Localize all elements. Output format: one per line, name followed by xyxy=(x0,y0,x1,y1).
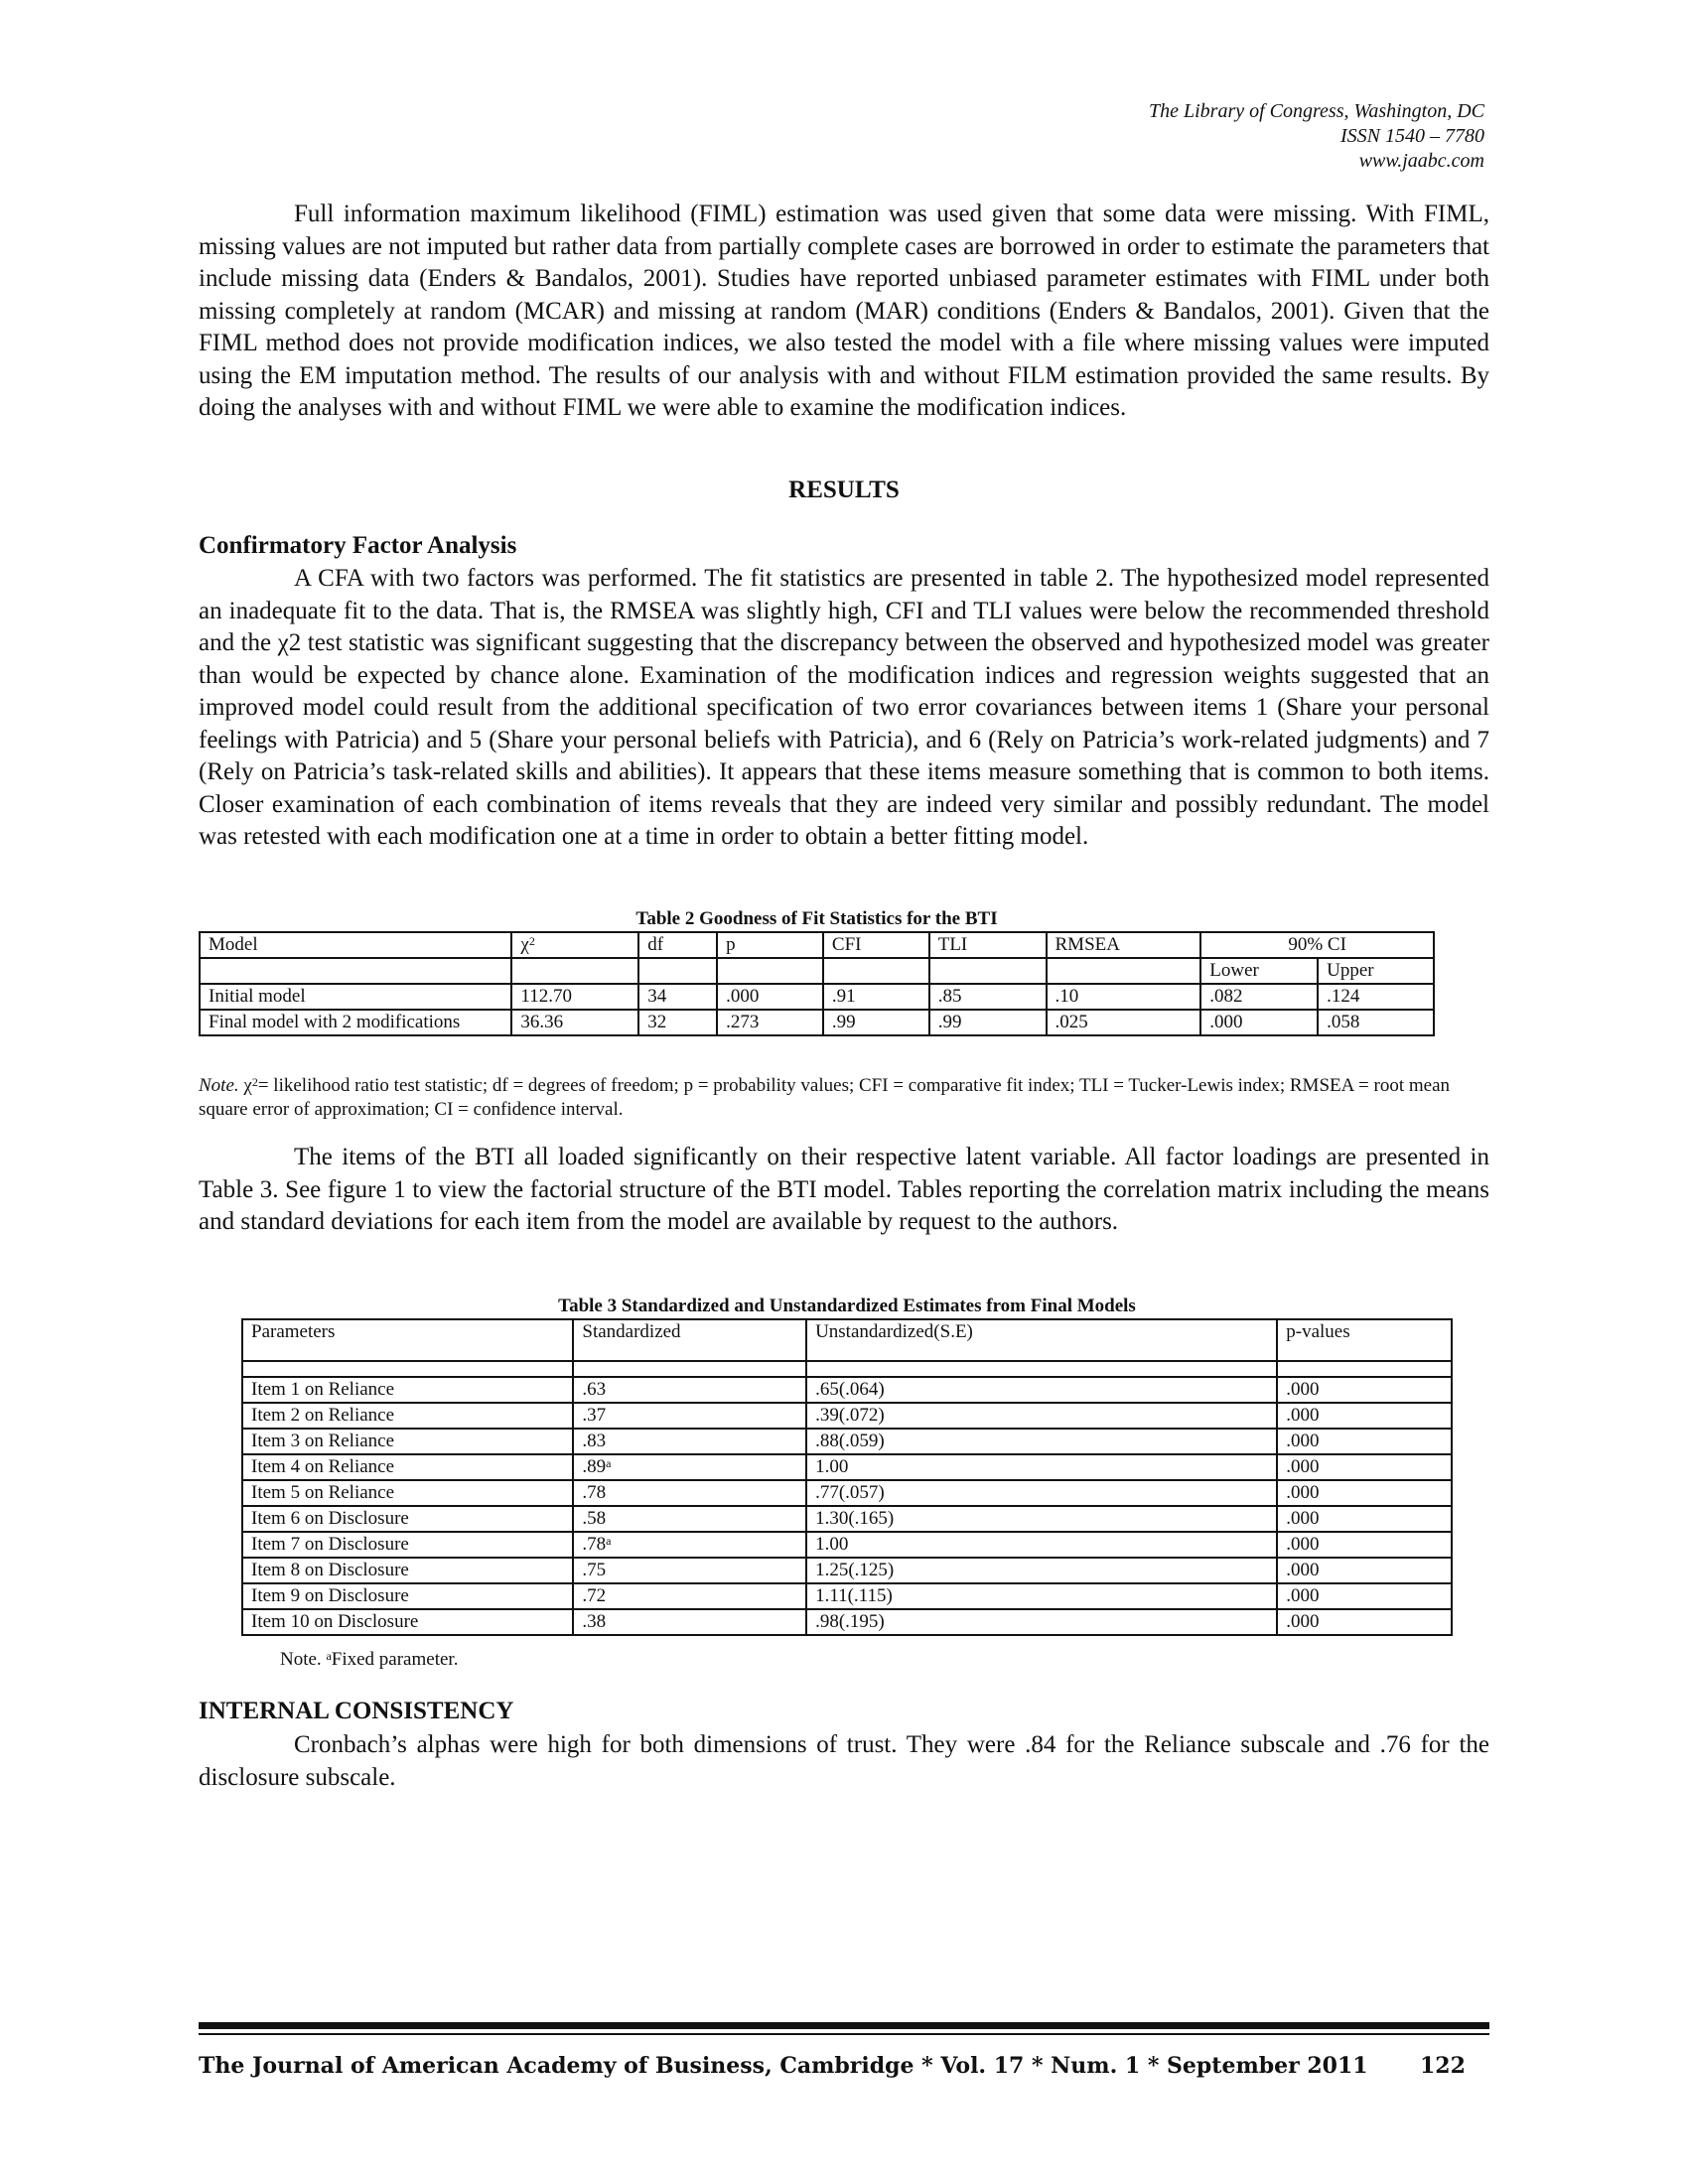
cell-param: Item 3 on Reliance xyxy=(242,1429,573,1454)
ic-paragraph xyxy=(199,1729,1489,1794)
std-value: .75 xyxy=(582,1560,607,1580)
table2-header-lower: Lower xyxy=(1200,958,1318,984)
note-chi: χ xyxy=(238,1075,252,1096)
cell-param: Item 9 on Disclosure xyxy=(242,1583,573,1609)
cell-p: .273 xyxy=(717,1010,823,1035)
ic-heading: INTERNAL CONSISTENCY xyxy=(199,1698,514,1724)
cell-unstd: 1.11(.115) xyxy=(806,1583,1277,1609)
chi-symbol: χ xyxy=(520,934,529,955)
cell-model: Final model with 2 modifications xyxy=(200,1010,511,1035)
table3-header-standardized: Standardized xyxy=(573,1319,806,1361)
table2-note xyxy=(199,1074,1489,1122)
cell-df: 34 xyxy=(638,984,717,1010)
cell-df: 32 xyxy=(638,1010,717,1035)
cell-upper: .058 xyxy=(1318,1010,1434,1035)
cell-unstd: .65(.064) xyxy=(806,1377,1277,1403)
table2-header-df: df xyxy=(638,932,717,958)
std-value: .72 xyxy=(582,1585,607,1606)
cell-std xyxy=(573,1403,806,1429)
note-sup: 2 xyxy=(251,1075,258,1089)
cell-param: Item 1 on Reliance xyxy=(242,1377,573,1403)
table3-note-sup: a xyxy=(326,1649,332,1663)
table3-note xyxy=(280,1648,458,1672)
cell-p: .000 xyxy=(1277,1583,1452,1609)
chi-superscript: 2 xyxy=(528,934,535,948)
std-sup: a xyxy=(606,1534,612,1548)
std-value: .63 xyxy=(582,1379,607,1400)
cell-std xyxy=(573,1429,806,1454)
table-row xyxy=(242,1403,1452,1429)
cell-p: .000 xyxy=(1277,1558,1452,1583)
cell-param: Item 4 on Reliance xyxy=(242,1454,573,1480)
table3-header-parameters: Parameters xyxy=(242,1319,573,1361)
table3-caption: Table 3 Standardized and Unstandardized Estimates from Final Models xyxy=(558,1296,1136,1316)
cell-std xyxy=(573,1506,806,1532)
footer-rule xyxy=(199,2022,1489,2029)
table-row xyxy=(242,1558,1452,1583)
table2-subheader-row xyxy=(200,958,1434,984)
running-header xyxy=(889,99,1484,174)
cell-unstd: 1.25(.125) xyxy=(806,1558,1277,1583)
table-row xyxy=(200,1010,1434,1035)
cell-unstd: .98(.195) xyxy=(806,1609,1277,1635)
cell-std xyxy=(573,1558,806,1583)
std-value: .78 xyxy=(582,1482,607,1503)
table3-header-row xyxy=(242,1319,1452,1361)
cell-p: .000 xyxy=(1277,1454,1452,1480)
note-label: Note. xyxy=(199,1075,239,1096)
table2-header-rmsea: RMSEA xyxy=(1047,932,1201,958)
cell-std xyxy=(573,1480,806,1506)
cfa-text: A CFA with two factors was performed. The fit statistics are presented in table 2. The hypothesized model represented an inadequate fit to the data. That is, the RMSEA was slightly high, CFI and TLI values were below the recommended threshold and the χ2 test statistic was significant suggesting that the discrepancy between the observed and hypothesized model was greater than would be expected by chance alone. Examination of the modification indices and regression weights suggested that an improved model could result from the additional specification of two error covariances between items 1 (Share your personal feelings with Patricia) and 5 (Share your personal beliefs with Patricia), and 6 (Rely on Patricia’s work-related judgments) and 7 (Rely on Patricia’s task-related skills and abilities). It appears that these items measure something that is common to both items. Closer examination of each combination of items reveals that they are indeed very similar and possibly redundant. The model was retested with each modification one at a time in order to obtain a better fitting model. xyxy=(199,565,1489,850)
cell-std xyxy=(573,1532,806,1558)
table2-caption: Table 2 Goodness of Fit Statistics for the BTI xyxy=(635,908,998,929)
table-row xyxy=(242,1454,1452,1480)
cell-unstd: 1.00 xyxy=(806,1454,1277,1480)
table2-header-cfi: CFI xyxy=(823,932,929,958)
table-row xyxy=(242,1583,1452,1609)
table3-header-unstandardized: Unstandardized(S.E) xyxy=(806,1319,1277,1361)
table3-spacer-row xyxy=(242,1361,1452,1377)
table-row xyxy=(242,1480,1452,1506)
cell-cfi: .91 xyxy=(823,984,929,1010)
table2-header-tli: TLI xyxy=(929,932,1047,958)
cell-param: Item 6 on Disclosure xyxy=(242,1506,573,1532)
cell-cfi: .99 xyxy=(823,1010,929,1035)
fiml-text: Full information maximum likelihood (FIML) estimation was used given that some data were missing. With FIML, missing values are not imputed but rather data from partially complete cases are borrowed in order to estimate the parameters that include missing data (Enders & Bandalos, 2001). Studies have reported unbiased parameter estimates with FIML under both missing completely at random (MCAR) and missing at random (MAR) conditions (Enders & Bandalos, 2001). Given that the FIML method does not provide modification indices, we also tested the model with a file where missing values were imputed using the EM imputation method. The results of our analysis with and without FILM estimation provided the same results. By doing the analyses with and without FIML we were able to examine the modification indices. xyxy=(199,201,1489,421)
cell-unstd: .88(.059) xyxy=(806,1429,1277,1454)
cell-p: .000 xyxy=(1277,1609,1452,1635)
note-text: = likelihood ratio test statistic; df = degrees of freedom; p = probability values; CFI = comparative fit index; TLI = Tucker-Lewis index; RMSEA = root mean square error of approximation; CI = confidence interval. xyxy=(199,1075,1451,1120)
std-value: .89 xyxy=(582,1456,607,1477)
cell-unstd: 1.00 xyxy=(806,1532,1277,1558)
std-sup: a xyxy=(606,1456,612,1470)
footer-journal: The Journal of American Academy of Business, Cambridge * Vol. 17 * Num. 1 * September 2011 xyxy=(199,2053,1368,2079)
cell-rmsea: .025 xyxy=(1047,1010,1201,1035)
std-value: .83 xyxy=(582,1431,607,1451)
cell-std xyxy=(573,1609,806,1635)
table2-header-ci: 90% CI xyxy=(1200,932,1434,958)
page-number: 122 xyxy=(1420,2053,1466,2079)
header-library: The Library of Congress, Washington, DC xyxy=(1148,100,1484,122)
cell-std xyxy=(573,1454,806,1480)
cell-param: Item 2 on Reliance xyxy=(242,1403,573,1429)
table2 xyxy=(199,931,1435,1036)
std-value: .58 xyxy=(582,1508,607,1529)
table2-header-row xyxy=(200,932,1434,958)
header-url: www.jaabc.com xyxy=(1358,150,1484,172)
cell-param: Item 5 on Reliance xyxy=(242,1480,573,1506)
table-row xyxy=(242,1506,1452,1532)
table2-header-model: Model xyxy=(200,932,511,958)
cell-p: .000 xyxy=(1277,1429,1452,1454)
cell-p: .000 xyxy=(1277,1377,1452,1403)
cell-p: .000 xyxy=(717,984,823,1010)
std-value: .78 xyxy=(582,1534,607,1555)
cell-rmsea: .10 xyxy=(1047,984,1201,1010)
cell-lower: .082 xyxy=(1200,984,1318,1010)
cell-param: Item 8 on Disclosure xyxy=(242,1558,573,1583)
cell-tli: .99 xyxy=(929,1010,1047,1035)
cell-lower: .000 xyxy=(1200,1010,1318,1035)
table-row xyxy=(242,1429,1452,1454)
cell-p: .000 xyxy=(1277,1480,1452,1506)
table3-header-pvalues: p-values xyxy=(1277,1319,1452,1361)
table-row xyxy=(242,1377,1452,1403)
loadings-paragraph xyxy=(199,1142,1489,1239)
table2-header-chi xyxy=(511,932,638,958)
cell-std xyxy=(573,1583,806,1609)
cell-upper: .124 xyxy=(1318,984,1434,1010)
table-row xyxy=(242,1532,1452,1558)
table3-note-text: Fixed parameter. xyxy=(331,1649,459,1670)
table-row xyxy=(200,984,1434,1010)
header-issn: ISSN 1540 – 7780 xyxy=(1340,125,1484,147)
std-value: .38 xyxy=(582,1611,607,1632)
results-heading: RESULTS xyxy=(788,477,900,503)
cell-std xyxy=(573,1377,806,1403)
loadings-text: The items of the BTI all loaded significantly on their respective latent variable. All factor loadings are presented in Table 3. See figure 1 to view the factorial structure of the BTI model. Tables reporting the correlation matrix including the means and standard deviations for each item from the model are available by request to the authors. xyxy=(199,1144,1489,1235)
std-value: .37 xyxy=(582,1405,607,1426)
cell-unstd: .39(.072) xyxy=(806,1403,1277,1429)
ic-text: Cronbach’s alphas were high for both dimensions of trust. They were .84 for the Reliance subscale and .76 for the disclosure subscale. xyxy=(199,1731,1489,1791)
cell-unstd: 1.30(.165) xyxy=(806,1506,1277,1532)
cell-chi: 36.36 xyxy=(511,1010,638,1035)
footer-rule-thin xyxy=(199,2033,1489,2035)
cell-p: .000 xyxy=(1277,1506,1452,1532)
cell-param: Item 10 on Disclosure xyxy=(242,1609,573,1635)
table3-note-prefix: Note. xyxy=(280,1649,327,1670)
fiml-paragraph xyxy=(199,199,1489,425)
table2-header-p: p xyxy=(717,932,823,958)
cell-chi: 112.70 xyxy=(511,984,638,1010)
cfa-paragraph xyxy=(199,563,1489,854)
table3 xyxy=(241,1318,1453,1636)
cell-tli: .85 xyxy=(929,984,1047,1010)
cell-unstd: .77(.057) xyxy=(806,1480,1277,1506)
table-row xyxy=(242,1609,1452,1635)
table2-header-upper: Upper xyxy=(1318,958,1434,984)
cell-param: Item 7 on Disclosure xyxy=(242,1532,573,1558)
cfa-heading: Confirmatory Factor Analysis xyxy=(199,532,517,559)
cell-p: .000 xyxy=(1277,1532,1452,1558)
cell-model: Initial model xyxy=(200,984,511,1010)
cell-p: .000 xyxy=(1277,1403,1452,1429)
